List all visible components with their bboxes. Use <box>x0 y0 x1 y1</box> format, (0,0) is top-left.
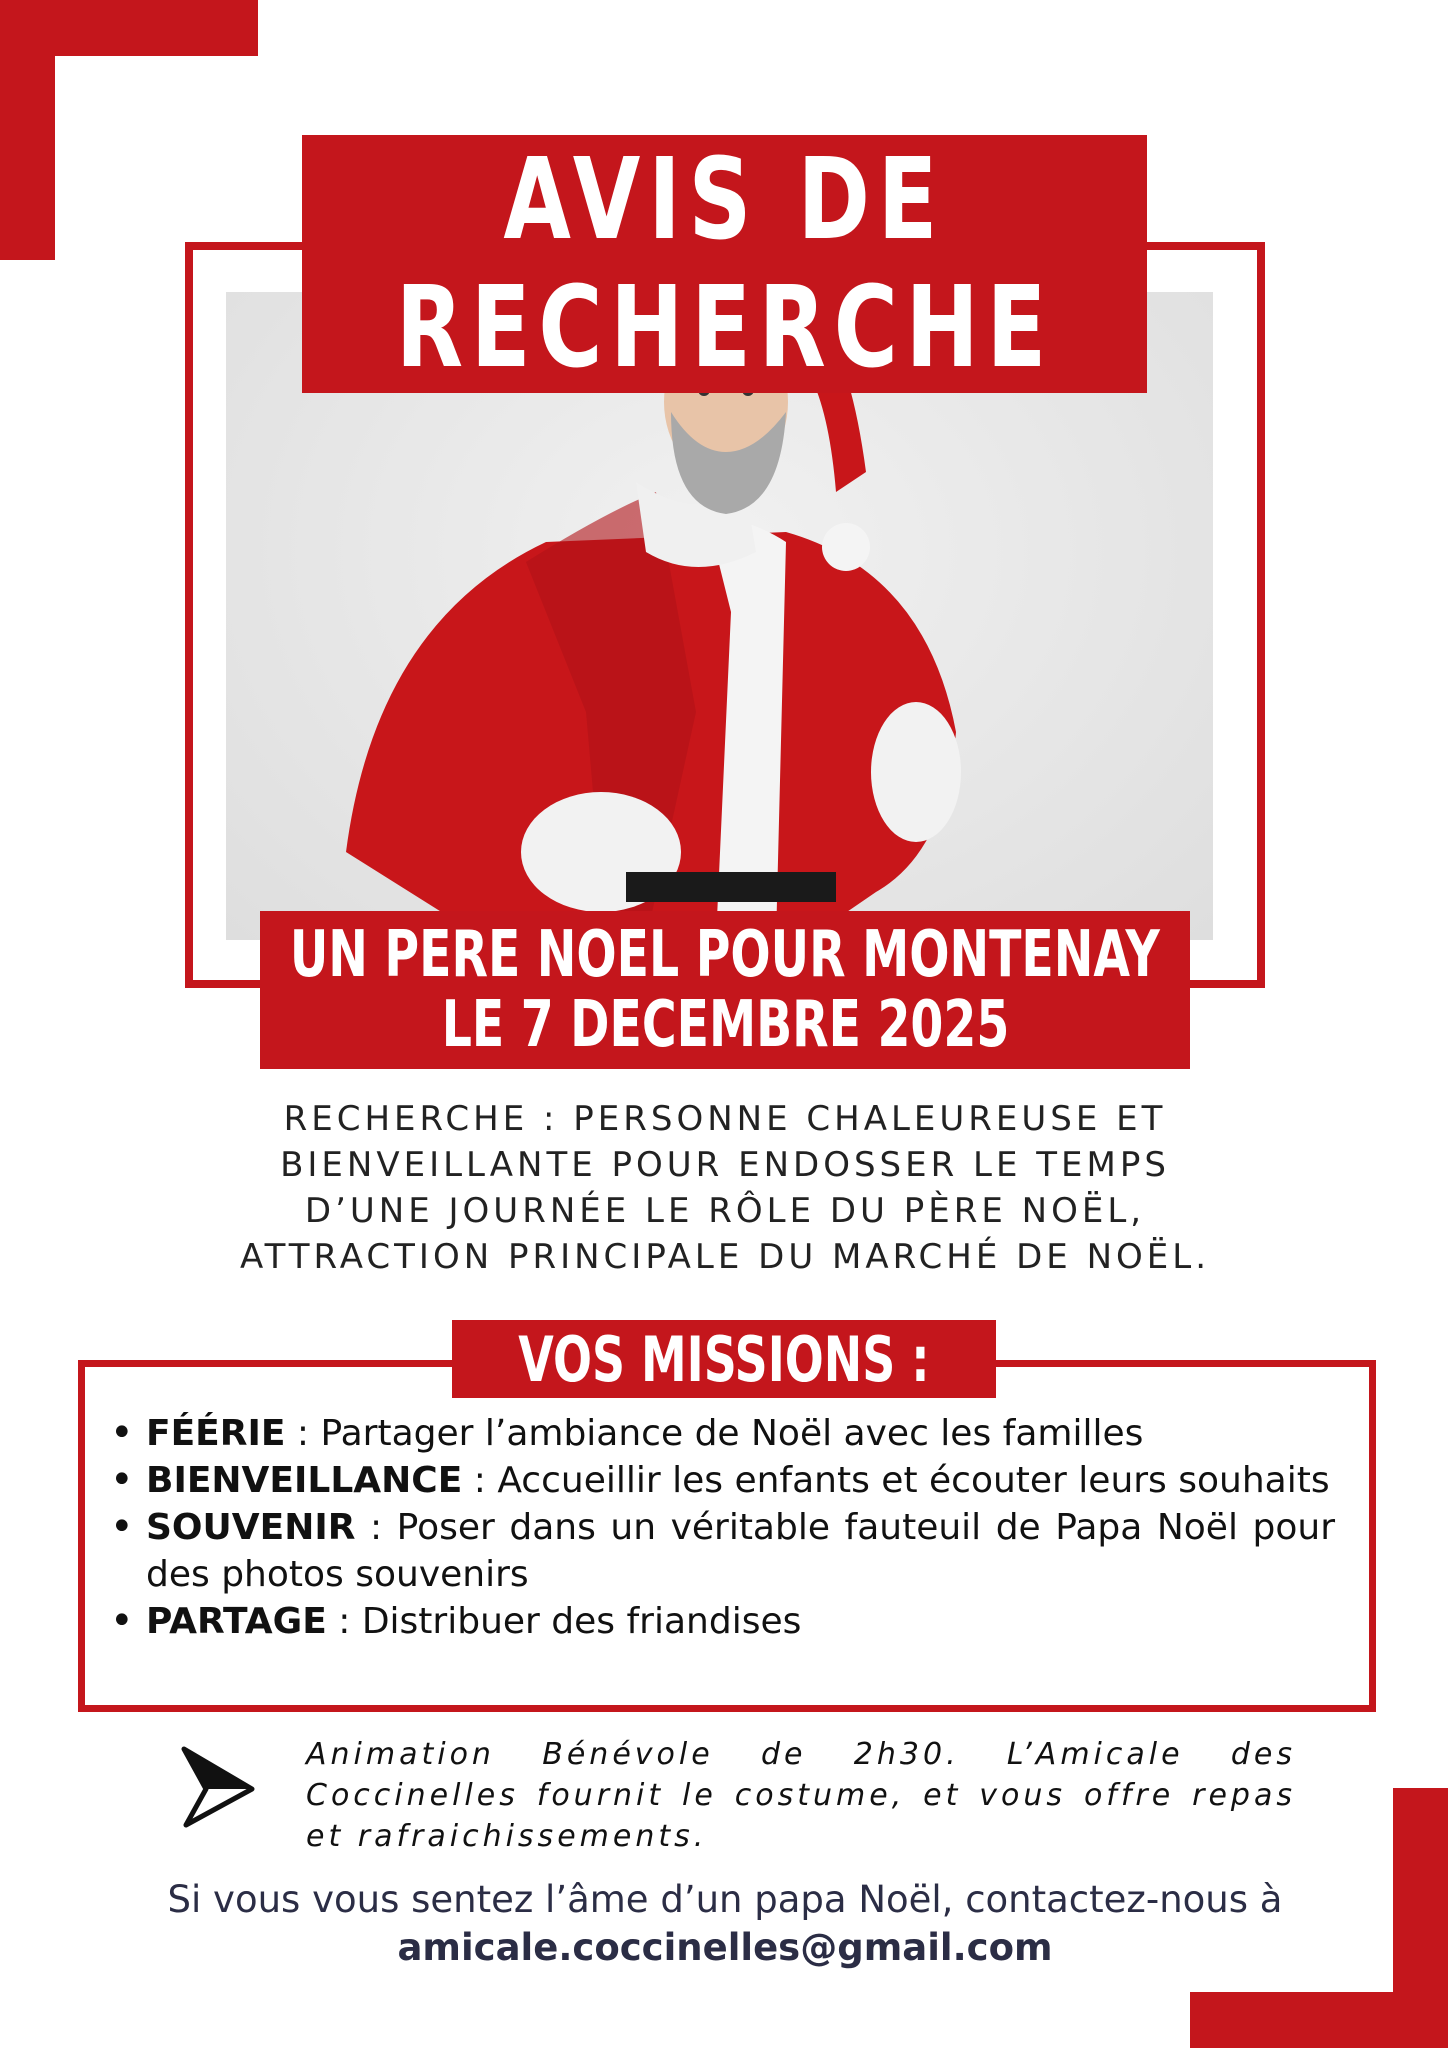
mission-text: : Poser dans un véritable fauteuil de Papa Noël pour des photos souvenirs <box>146 1507 1335 1595</box>
intro-line: D’UNE JOURNÉE LE RÔLE DU PÈRE NOËL, <box>304 1191 1146 1231</box>
list-item <box>110 1410 1335 1457</box>
mission-text: : Distribuer des friandises <box>326 1601 802 1642</box>
title-line-1: AVIS DE <box>503 135 946 265</box>
corner-decoration-top-left-vertical <box>0 0 55 260</box>
mission-keyword: BIENVEILLANCE <box>146 1460 463 1501</box>
poster-title <box>302 135 1147 393</box>
subtitle-line-1: UN PERE NOEL POUR MONTENAY <box>290 918 1160 992</box>
list-item <box>110 1598 1335 1645</box>
mission-keyword: SOUVENIR <box>146 1507 356 1548</box>
missions-list <box>110 1410 1335 1645</box>
contact-email-link[interactable]: amicale.coccinelles@gmail.com <box>397 1926 1053 1969</box>
list-item <box>110 1457 1335 1504</box>
intro-line: RECHERCHE : PERSONNE CHALEUREUSE ET <box>283 1099 1167 1139</box>
volunteer-note: Animation Bénévole de 2h30. L’Amicale des Coccinelles fournit le costume, et vous offre repas et rafraichissements. <box>306 1737 1296 1854</box>
intro-line: ATTRACTION PRINCIPALE DU MARCHÉ DE NOËL. <box>239 1237 1211 1277</box>
title-line-2: RECHERCHE <box>395 263 1054 393</box>
missions-title <box>452 1320 996 1398</box>
event-subtitle <box>260 911 1190 1069</box>
corner-decoration-bottom-right <box>1190 1992 1448 2048</box>
contact-section <box>120 1876 1330 1972</box>
mission-text: : Accueillir les enfants et écouter leurs souhaits <box>462 1460 1330 1501</box>
intro-text <box>150 1096 1300 1280</box>
subtitle-line-2: LE 7 DECEMBRE 2025 <box>441 988 1009 1062</box>
list-item <box>110 1504 1335 1598</box>
mission-text: : Partager l’ambiance de Noël avec les familles <box>285 1413 1144 1454</box>
intro-line: BIENVEILLANTE POUR ENDOSSER LE TEMPS <box>280 1145 1170 1185</box>
missions-title-text: VOS MISSIONS : <box>518 1322 930 1396</box>
arrow-pointer-icon <box>180 1745 256 1829</box>
contact-text: Si vous vous sentez l’âme d’un papa Noël, contactez-nous à <box>167 1878 1283 1921</box>
mission-keyword: FÉÉRIE <box>146 1413 286 1454</box>
mission-keyword: PARTAGE <box>146 1601 327 1642</box>
